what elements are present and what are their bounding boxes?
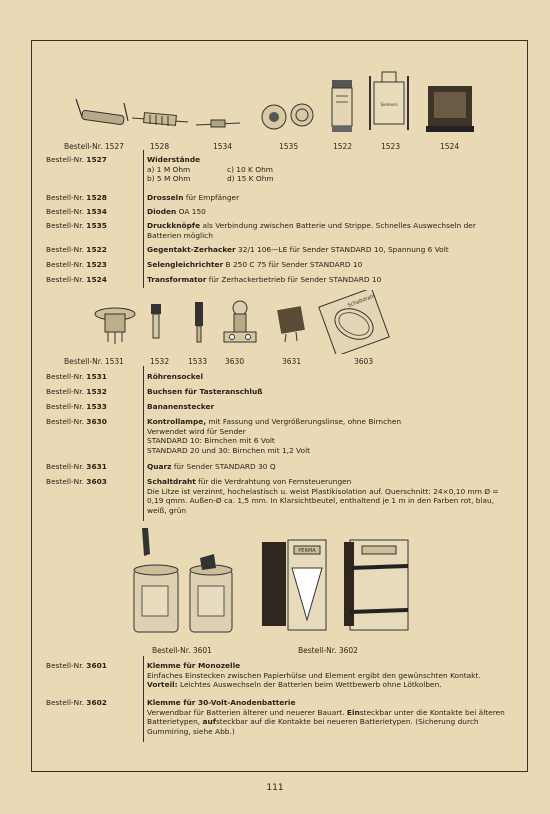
entry-text: mit Fassung und Vergrößerungslinse, ohne Birnchen	[206, 417, 402, 426]
entry-text: für Zerhackerbetrieb für Sender STANDARD 10	[206, 275, 382, 284]
label-prefix: Bestell-Nr.	[46, 245, 84, 254]
entry-line-1: Einfaches Einstecken zwischen Papierhülse und Element ergibt den gewünschten Kontakt.	[147, 670, 481, 680]
banana-plug-1533-image	[192, 300, 206, 346]
label-number: 3601	[86, 661, 107, 670]
entry-text-b: steckbar unter die Kontakte bei älteren Batterietypen,	[147, 707, 505, 726]
row1-caption-1524: 1524	[440, 142, 460, 151]
label-number: 1533	[86, 402, 107, 411]
label-prefix: Bestell-Nr.	[46, 221, 84, 230]
entry-title: Selengleichrichter	[147, 260, 224, 269]
entry-title: Bananenstecker	[147, 402, 215, 411]
entry-1528	[46, 193, 506, 203]
label-number: 1528	[86, 193, 107, 202]
row2-caption-3630: 3630	[225, 357, 245, 366]
label-number: 3602	[86, 698, 107, 707]
entry-line-3: STANDARD 20 und 30: Birnchen mit 1,2 Volt	[147, 445, 311, 455]
entry-title: Kontrollampe,	[147, 417, 207, 426]
label-number: 1524	[86, 275, 107, 284]
row1-caption-1528: 1528	[150, 142, 170, 151]
resistor-values	[147, 165, 506, 184]
entry-text: für die Verdrahtung von Fernsteuerungen	[195, 477, 352, 486]
advantage-text: Leichtes Auswechseln der Batterien beim Wettbewerb ohne Lötkolben.	[177, 680, 442, 689]
entry-title: Quarz	[147, 462, 172, 471]
value-a: a) 1 M Ohm	[147, 164, 191, 174]
page-number: 111	[266, 783, 284, 793]
transformer-1524-image	[424, 78, 476, 136]
entry-title: Gegentakt-Zerhacker	[147, 245, 236, 254]
entry-text: für Empfänger	[183, 193, 240, 202]
entry-title: Klemme für Monozelle	[147, 661, 241, 670]
row1-caption-1527: Bestell-Nr. 1527	[64, 142, 124, 151]
row3-caption-3602: Bestell-Nr. 3602	[298, 646, 358, 655]
row2-caption-1531: Bestell-Nr. 1531	[64, 357, 124, 366]
rectifier-brand-text: Siemens	[380, 102, 398, 107]
advantage-label: Vorteil:	[147, 680, 178, 689]
entry-line-1: Die Litze ist verzinnt, hochelastisch u. weist Plastikisolation auf. Querschnitt: 24×0,10 mm Ø = 0,19 qmm. Außen-Ø ca. 1,5 mm. In Klarsichtbeutel, enthaltend je 1 m in den Farben rot, blau, weiß, grün	[147, 486, 499, 515]
rectifier-1523-image	[366, 68, 412, 138]
entry-title: Transformator	[147, 275, 207, 284]
entry-text: OA 150	[176, 207, 206, 216]
entry-title: Buchsen für Tasteranschluß	[147, 387, 263, 396]
label-prefix: Bestell-Nr.	[46, 462, 84, 471]
diode-1534-image	[196, 117, 240, 131]
entry-line-2: STANDARD 10: Birnchen mit 6 Volt	[147, 436, 275, 445]
entry-text-c: steckbar auf die Kontakte bei neueren Batterietypen. (Sicherung durch Gummiring, siehe Abb.)	[147, 717, 479, 736]
mono-cell-clamp-3601-image	[128, 524, 238, 640]
battery-brand-text: PERMA	[298, 548, 316, 554]
label-prefix: Bestell-Nr.	[46, 372, 84, 381]
wire-packet-3603-image	[318, 290, 392, 354]
entry-text-a: Verwendbar für Batterien älterer und neuerer Bauart.	[147, 707, 347, 717]
chopper-1522-image	[328, 78, 356, 136]
crystal-3631-image	[276, 304, 306, 344]
value-c: c) 10 K Ohm	[227, 164, 273, 174]
entry-1531	[46, 372, 506, 382]
entry-1523	[46, 260, 506, 270]
entry-1534	[46, 207, 506, 217]
label-number: 1532	[86, 387, 107, 396]
entry-1522	[46, 245, 506, 255]
entry-title: Drosseln	[147, 193, 184, 202]
entry-1527	[46, 155, 506, 184]
row2-caption-3603: 3603	[354, 357, 374, 366]
entry-title: Widerstände	[147, 155, 201, 164]
entry-3601	[46, 661, 506, 690]
tube-socket-1531-image	[92, 302, 138, 346]
label-number: 3631	[86, 462, 107, 471]
row1-caption-1535: 1535	[279, 142, 299, 151]
control-lamp-3630-image	[218, 298, 262, 348]
push-button-1535-image	[258, 97, 318, 137]
jack-1532-image	[148, 302, 164, 346]
row2-caption-1533: 1533	[188, 357, 208, 366]
label-prefix: Bestell-Nr.	[46, 698, 84, 707]
entry-1533	[46, 402, 506, 412]
entry-title: Röhrensockel	[147, 372, 204, 381]
value-d: d) 15 K Ohm	[227, 174, 274, 183]
label-number: 3603	[86, 477, 107, 486]
resistor-1527-image	[74, 95, 130, 135]
label-number: 1531	[86, 372, 107, 381]
packet-label: Schaltdraht	[347, 293, 377, 309]
label-prefix: Bestell-Nr.	[46, 661, 84, 670]
row3-caption-3601: Bestell-Nr. 3601	[152, 646, 212, 655]
entry-label	[46, 155, 107, 165]
entry-title: Schaltdraht	[147, 477, 196, 486]
entry-text: B 250 C 75 für Sender STANDARD 10	[223, 260, 363, 269]
anode-battery-clamp-3602-image	[258, 528, 418, 640]
entry-3602	[46, 698, 506, 736]
label-number: 1535	[86, 221, 107, 230]
label-prefix: Bestell-Nr.	[46, 155, 84, 164]
entry-text: als Verbindung zwischen Batterie und Strippe. Schnelles Auswechseln der Batterien möglich	[147, 221, 476, 240]
label-prefix: Bestell-Nr.	[46, 477, 84, 486]
label-prefix: Bestell-Nr.	[46, 260, 84, 269]
label-prefix: Bestell-Nr.	[46, 402, 84, 411]
label-number: 1522	[86, 245, 107, 254]
label-prefix: Bestell-Nr.	[46, 387, 84, 396]
label-number: 3630	[86, 417, 107, 426]
entry-title: Druckknöpfe	[147, 221, 201, 230]
row1-caption-1534: 1534	[213, 142, 233, 151]
value-b: b) 5 M Ohm	[147, 174, 191, 183]
entry-3631	[46, 462, 506, 472]
entry-title: Dioden	[147, 207, 177, 216]
label-prefix: Bestell-Nr.	[46, 275, 84, 284]
entry-text: 32/1 106—LE für Sender STANDARD 10, Spannung 6 Volt	[235, 245, 449, 254]
entry-line-1: Verwendet wird für Sender	[147, 426, 246, 436]
entry-1524	[46, 275, 506, 285]
row2-caption-3631: 3631	[282, 357, 302, 366]
choke-1528-image	[132, 108, 188, 130]
entry-3603	[46, 477, 506, 515]
entry-bold-b: auf	[202, 717, 216, 726]
entry-text: für Sender STANDARD 30 Q	[171, 462, 276, 471]
label-number: 1534	[86, 207, 107, 216]
label-number: 1527	[86, 155, 107, 164]
entry-1535	[46, 221, 506, 240]
entry-title: Klemme für 30-Volt-Anodenbatterie	[147, 698, 296, 707]
row2-caption-1532: 1532	[150, 357, 170, 366]
label-prefix: Bestell-Nr.	[46, 417, 84, 426]
label-number: 1523	[86, 260, 107, 269]
entry-3630	[46, 417, 506, 455]
row1-caption-1522: 1522	[333, 142, 353, 151]
row1-caption-1523: 1523	[381, 142, 401, 151]
label-prefix: Bestell-Nr.	[46, 207, 84, 216]
label-prefix: Bestell-Nr.	[46, 193, 84, 202]
entry-1532	[46, 387, 506, 397]
entry-bold-a: Ein	[346, 707, 360, 717]
